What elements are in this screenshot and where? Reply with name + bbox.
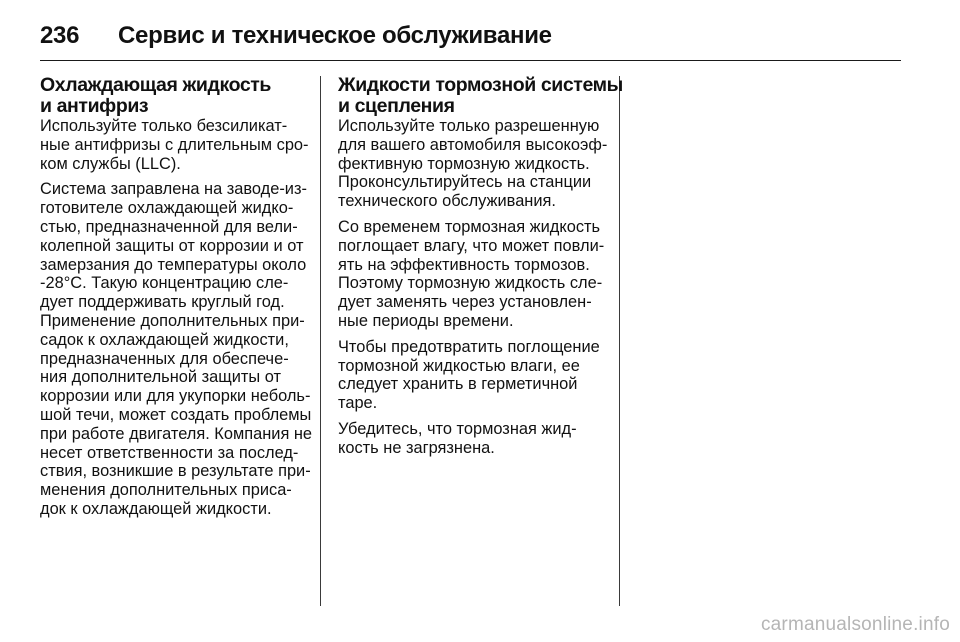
text-line: поглощает влагу, что может повли- (338, 236, 605, 255)
section-heading-coolant (40, 75, 312, 117)
heading-line: и антифриз (40, 95, 149, 117)
text-line: несет ответственности за послед- (40, 443, 299, 462)
page-number: 236 (40, 22, 80, 49)
text-line: Проконсультируйтесь на станции (338, 173, 592, 192)
text-line: при работе двигателя. Компания не (40, 424, 313, 443)
section-body-brake-fluid (338, 117, 610, 458)
text-line: фективную тормозную жидкость. (338, 154, 590, 173)
text-line: ком службы (LLC). (40, 154, 181, 173)
paragraph (338, 338, 610, 413)
paragraph (338, 420, 610, 458)
text-line: стью, предназначенной для вели- (40, 217, 298, 236)
text-line: Со временем тормозная жидкость (338, 217, 601, 236)
text-line: кость не загрязнена. (338, 438, 495, 457)
heading-line: и сцепления (338, 95, 455, 117)
text-line: Поэтому тормозную жидкость сле- (338, 274, 603, 293)
section-heading-brake-fluid (338, 74, 623, 117)
text-line: Используйте только разрешенную (338, 117, 600, 135)
text-line: садок к охлаждающей жидкости, (40, 330, 289, 349)
running-title: Сервис и техническое обслуживание (118, 22, 552, 49)
paragraph (338, 218, 610, 331)
text-line: предназначенных для обеспече- (40, 349, 289, 368)
text-line: менения дополнительных приса- (40, 481, 292, 500)
paragraph (40, 180, 312, 518)
text-line: шой течи, может создать проблемы (40, 405, 312, 424)
column-divider-right (619, 76, 620, 606)
text-line: замерзания до температуры около (40, 255, 307, 274)
heading-line: Жидкости тормозной системы (338, 74, 623, 96)
text-line: тормозной жидкостью влаги, ее (338, 356, 580, 375)
paragraph (338, 117, 610, 211)
text-line: ствия, возникшие в результате при- (40, 462, 311, 481)
text-line: следует хранить в герметичной (338, 375, 578, 394)
text-line: колепной защиты от коррозии и от (40, 236, 304, 255)
text-line: Система заправлена на заводе-из- (40, 180, 307, 199)
text-line: дует поддерживать круглый год. (40, 293, 285, 312)
text-line: готовителе охлаждающей жидко- (40, 199, 294, 218)
text-line: -28°C. Такую концентрацию сле- (40, 274, 289, 293)
text-line: Используйте только безсиликат- (40, 117, 288, 135)
page-header (40, 16, 900, 56)
text-line: Применение дополнительных при- (40, 311, 305, 330)
watermark: carmanualsonline.info (760, 614, 950, 635)
heading-line: Охлаждающая жидкость (40, 74, 272, 96)
text-line: дует заменять через установлен- (338, 293, 592, 312)
text-line: коррозии или для укупорки неболь- (40, 387, 311, 406)
header-rule (40, 60, 901, 61)
text-line: ять на эффективность тормозов. (338, 255, 590, 274)
text-line: для вашего автомобиля высокоэф- (338, 135, 608, 154)
text-line: таре. (338, 394, 378, 413)
section-coolant (40, 75, 312, 526)
section-body-coolant (40, 117, 312, 519)
text-line: ния дополнительной защиты от (40, 368, 281, 387)
paragraph (40, 117, 312, 173)
column-divider-left (320, 76, 321, 606)
section-brake-fluid (338, 74, 623, 465)
text-line: док к охлаждающей жидкости. (40, 499, 272, 518)
text-line: ные периоды времени. (338, 311, 514, 330)
text-line: технического обслуживания. (338, 192, 556, 211)
text-line: Убедитесь, что тормозная жид- (338, 419, 577, 438)
text-line: ные антифризы с длительным сро- (40, 135, 309, 154)
text-line: Чтобы предотвратить поглощение (338, 337, 600, 356)
